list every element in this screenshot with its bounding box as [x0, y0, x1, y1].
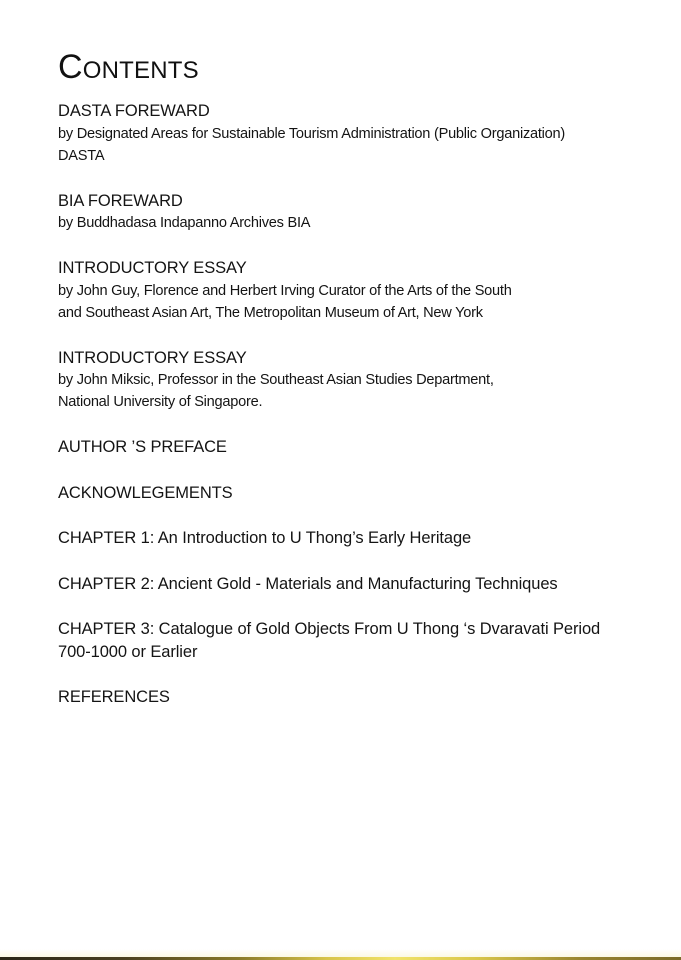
toc-entry-dasta-foreward [58, 100, 658, 167]
toc-entry-description: by Buddhadasa Indapanno Archives BIA [58, 215, 311, 231]
toc-entry-references [58, 686, 658, 709]
toc-entry-description: by Designated Areas for Sustainable Tourism Administration (Public Organization) DASTA [58, 125, 565, 164]
toc-entry-heading[interactable]: ACKNOWLEGEMENTS [58, 483, 233, 502]
toc-entry-heading[interactable]: AUTHOR ’S PREFACE [58, 438, 227, 456]
toc-entry-heading[interactable]: INTRODUCTORY ESSAY [58, 259, 247, 277]
toc-entry-heading[interactable]: CHAPTER 1: An Introduction to U Thong’s Early Heritage [58, 529, 472, 547]
toc-entry-chapter-2 [58, 573, 658, 596]
table-of-contents [58, 100, 658, 732]
toc-entry-chapter-3 [58, 618, 658, 663]
toc-entry-heading[interactable]: INTRODUCTORY ESSAY [58, 348, 247, 367]
footer-glow [0, 949, 681, 957]
toc-entry-description: by John Miksic, Professor in the Southeast Asian Studies Department, National University of Singapore. [58, 372, 494, 410]
toc-entry-heading[interactable]: CHAPTER 3: Catalogue of Gold Objects From U Thong ‘s Dvaravati Period 700-1000 or Earlier [58, 620, 601, 661]
toc-entry-chapter-1 [58, 527, 658, 550]
toc-entry-authors-preface [58, 436, 658, 459]
toc-entry-heading[interactable]: DASTA FOREWARD [58, 102, 210, 120]
toc-entry-heading[interactable]: REFERENCES [58, 688, 170, 706]
toc-entry-acknowlegements [58, 482, 658, 505]
page-title: Contents [58, 48, 199, 86]
toc-entry-heading[interactable]: BIA FOREWARD [58, 191, 183, 210]
toc-entry-introductory-essay-miksic [58, 347, 658, 414]
toc-entry-description: by John Guy, Florence and Herbert Irving Curator of the Arts of the South and Southeast Asian Art, The Metropolitan Museum of Art, New York [58, 282, 512, 321]
toc-entry-introductory-essay-guy [58, 257, 658, 324]
toc-entry-heading[interactable]: CHAPTER 2: Ancient Gold - Materials and Manufacturing Techniques [58, 574, 558, 593]
toc-entry-bia-foreward [58, 190, 658, 235]
